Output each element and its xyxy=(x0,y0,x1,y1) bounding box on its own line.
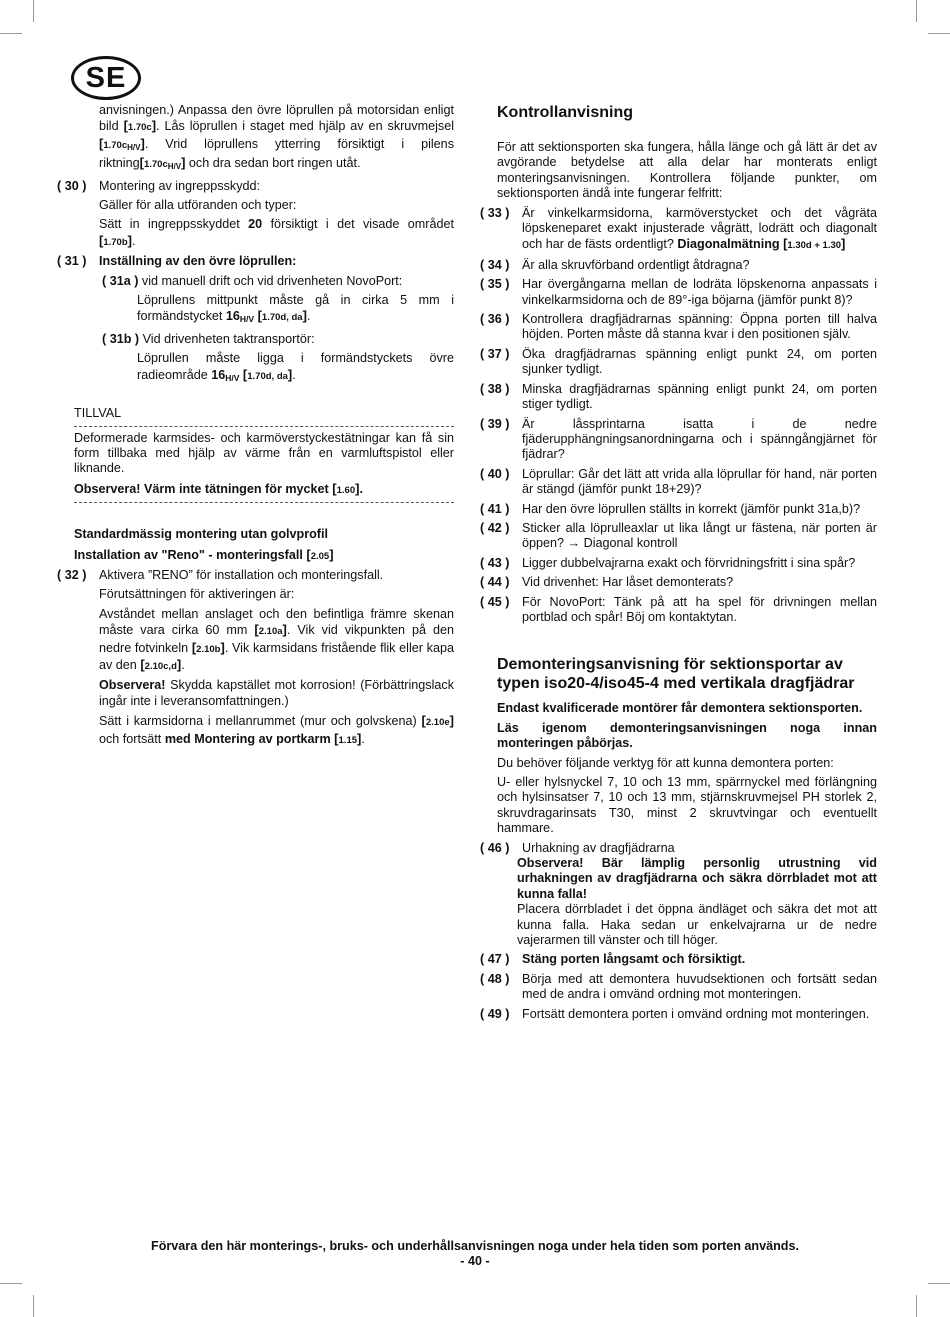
step-32-warning: Observera! Skydda kapstället mot korrosion! (Förbättringslack ingår inte i leveransomfattningen.) xyxy=(99,678,454,708)
step-49: ( 49 ) Fortsätt demontera porten i omvänd ordning mot monteringen. xyxy=(480,1006,870,1021)
step-39: ( 39 ) Är låssprintarna isatta i de nedre fjäderupphängningsanordningarna och i spänngångjärnet för fjädrar? xyxy=(480,416,877,462)
dashed-divider xyxy=(74,426,454,427)
step-34: ( 34 ) Är alla skruvförband ordentligt åtdragna? xyxy=(480,257,750,272)
step-31a-title: ( 31a ) vid manuell drift och vid drivenheten NovoPort: xyxy=(102,273,403,288)
crop-mark xyxy=(928,1283,950,1284)
crop-mark xyxy=(916,1295,917,1317)
dismantle-tools: U- eller hylsnyckel 7, 10 och 13 mm, spärrnyckel med förlängning och hylsinsatser 7, 10 och 13 mm, stjärnskruvmejsel PH storlek 2, skruvdragarinsats T30, minst 2 skruvtvingar och eventuellt hammare. xyxy=(497,775,877,836)
crop-mark xyxy=(916,0,917,22)
step-32-title: ( 32 ) Aktivera ”RENO” för installation och monteringsfall. xyxy=(57,567,384,582)
step-44: ( 44 ) Vid drivenhet: Har låset demonterats? xyxy=(480,575,734,590)
step-35: ( 35 ) Har övergångarna mellan de lodräta löpskenorna anpassats i vinkelkarmsidorna och de 89°-iga böjarna (jämför punkt 8)? xyxy=(480,277,877,307)
crop-mark xyxy=(0,33,22,34)
crop-mark xyxy=(0,1283,22,1284)
footer-note: Förvara den här monterings-, bruks- och underhållsanvisningen noga under hela tiden som porten används. xyxy=(151,1239,799,1253)
step-31a-text: Löprullens mittpunkt måste gå in cirka 5 mm i formändstycket 16H/V [1.70d, da]. xyxy=(137,293,454,325)
step-46-text: Placera dörrbladet i det öppna ändläget och säkra det mot att kunna falla. Haka sedan ur enkelvajrarna ur de nedre vajerarmen till vänster och till höger. xyxy=(517,902,877,948)
step-31b-title: ( 31b ) Vid drivenheten taktransportör: xyxy=(102,331,315,346)
step-31-title: ( 31 ) Inställning av den övre löprullen: xyxy=(57,254,297,269)
right-column xyxy=(480,103,877,1026)
standard-heading: Standardmässig montering utan golvprofil xyxy=(74,527,328,542)
check-intro: För att sektionsporten ska fungera, hålla länge och gå lätt är det av avgörande betydelse att alla delar har monterats enligt monteringsanvisningen. Kontrollera följande punkter, om sektionsporten ändå inte fungerar felfritt: xyxy=(497,140,877,201)
step-30-title: ( 30 ) Montering av ingreppsskydd: xyxy=(57,178,261,193)
crop-mark xyxy=(928,33,950,34)
reno-heading: Installation av "Reno" - monteringsfall [2.05] xyxy=(74,546,334,562)
option-warning: Observera! Värm inte tätningen för mycket [1.60]. xyxy=(74,480,363,496)
step-32-text: Förutsättningen för aktiveringen är: xyxy=(99,587,295,602)
intro-paragraph: anvisningen.) Anpassa den övre löprullen på motorsidan enligt bild [1.70c]. Lås löprullen i staget med hjälp av en skruvmejsel $[1.70c_{H/V}]$. Vrid löprullens ytterring försiktigt i pilens $riktning[1.70c_{H/V}]$ och dra sedan bort ringen utåt. xyxy=(99,103,454,172)
step-32-text: Avståndet mellan anslaget och den befintliga främre skenan måste vara cirka 60 mm [2.10a]. Vik vid vikpunkten på den nedre fotvinkeln [2.10b]. Vik karmsidans fristående flik eller kapa av den [2.10c,d]. xyxy=(99,606,454,672)
step-47: ( 47 ) Stäng porten långsamt och försiktigt. xyxy=(480,952,746,967)
step-32-text: Sätt i karmsidorna i mellanrummet (mur och golvskena) [2.10e] och fortsätt med Montering av portkarm [1.15]. xyxy=(99,713,454,746)
check-heading: Kontrollanvisning xyxy=(497,104,633,121)
crop-mark xyxy=(33,0,34,22)
language-badge: SE xyxy=(71,56,141,100)
dismantle-warning: Läs igenom demonteringsanvisningen noga innan monteringen påbörjas. xyxy=(497,720,877,751)
left-column xyxy=(57,103,454,752)
step-46: ( 46 ) Urhakning av dragfjädrarna xyxy=(480,840,675,855)
step-38: ( 38 ) Minska dragfjädrarnas spänning enligt punkt 24, om porten stiger tydligt. xyxy=(480,381,877,412)
step-43: ( 43 ) Ligger dubbelvajrarna exakt och förvridningsfritt i sina spår? xyxy=(480,555,856,570)
step-30-text: Gäller för alla utföranden och typer: xyxy=(99,198,297,213)
dashed-divider xyxy=(74,502,454,503)
arrow-right-icon: → xyxy=(567,536,581,551)
step-36: ( 36 ) Kontrollera dragfjädrarnas spänning: Öppna porten till halva höjden. Porten måste då stanna kvar i den positionen själv. xyxy=(480,312,877,342)
step-48: ( 48 ) Börja med att demontera huvudsektionen och fortsätt sedan med de andra i omvänd ordning mot monteringen. xyxy=(480,971,877,1002)
step-46-warning: Observera! Bär lämplig personlig utrustning vid urhakningen av dragfjädrarna och säkra dörrbladet mot att kunna falla! xyxy=(517,856,877,901)
step-37: ( 37 ) Öka dragfjädrarnas spänning enligt punkt 24, om porten sjunker tydligt. xyxy=(480,346,877,377)
page-number: - 40 - xyxy=(460,1254,490,1268)
option-text: Deformerade karmsides- och karmöverstyckestätningar kan få sin form tillbaka med hjälp av värme från en varmluftspistol eller liknande. xyxy=(74,430,454,476)
step-45: ( 45 ) För NovoPort: Tänk på att ha spel för drivningen mellan portblad och spår! Böj om kontaktytan. xyxy=(480,594,877,624)
option-label: TILLVAL xyxy=(74,406,122,421)
step-31b-text: Löprullen måste ligga i formändstyckets övre radieområde 16H/V [1.70d, da]. xyxy=(137,351,454,383)
step-40: ( 40 ) Löprullar: Går det lätt att vrida alla löprullar för hand, när porten är stängd (jämför punkt 18+29)? xyxy=(480,466,877,497)
step-42: ( 42 ) Sticker alla löprulleaxlar ut lika långt ur fästena, när porten är öppen? → Diagonal kontroll xyxy=(480,520,877,551)
dismantle-heading: Demonteringsanvisning för sektionsportar av typen iso20-4/iso45-4 med vertikala dragfjädrar xyxy=(497,656,855,693)
dismantle-text: Du behöver följande verktyg för att kunna demontera porten: xyxy=(497,755,834,770)
crop-mark xyxy=(33,1295,34,1317)
dismantle-warning: Endast kvalificerade montörer får demontera sektionsporten. xyxy=(497,701,863,716)
step-33: ( 33 ) Är vinkelkarmsidorna, karmöverstycket och det vågräta löpskeneparet exakt injusterade vågrätt, lodrätt och diagonalt och har de fästs ordentligt? Diagonalmätning [1.30d + 1.30] xyxy=(480,205,877,252)
step-30-text: Sätt in ingreppsskyddet 20 försiktigt i det visade området [1.70b]. xyxy=(99,217,454,248)
step-41: ( 41 ) Har den övre löprullen ställts in korrekt (jämför punkt 31a,b)? xyxy=(480,501,861,516)
